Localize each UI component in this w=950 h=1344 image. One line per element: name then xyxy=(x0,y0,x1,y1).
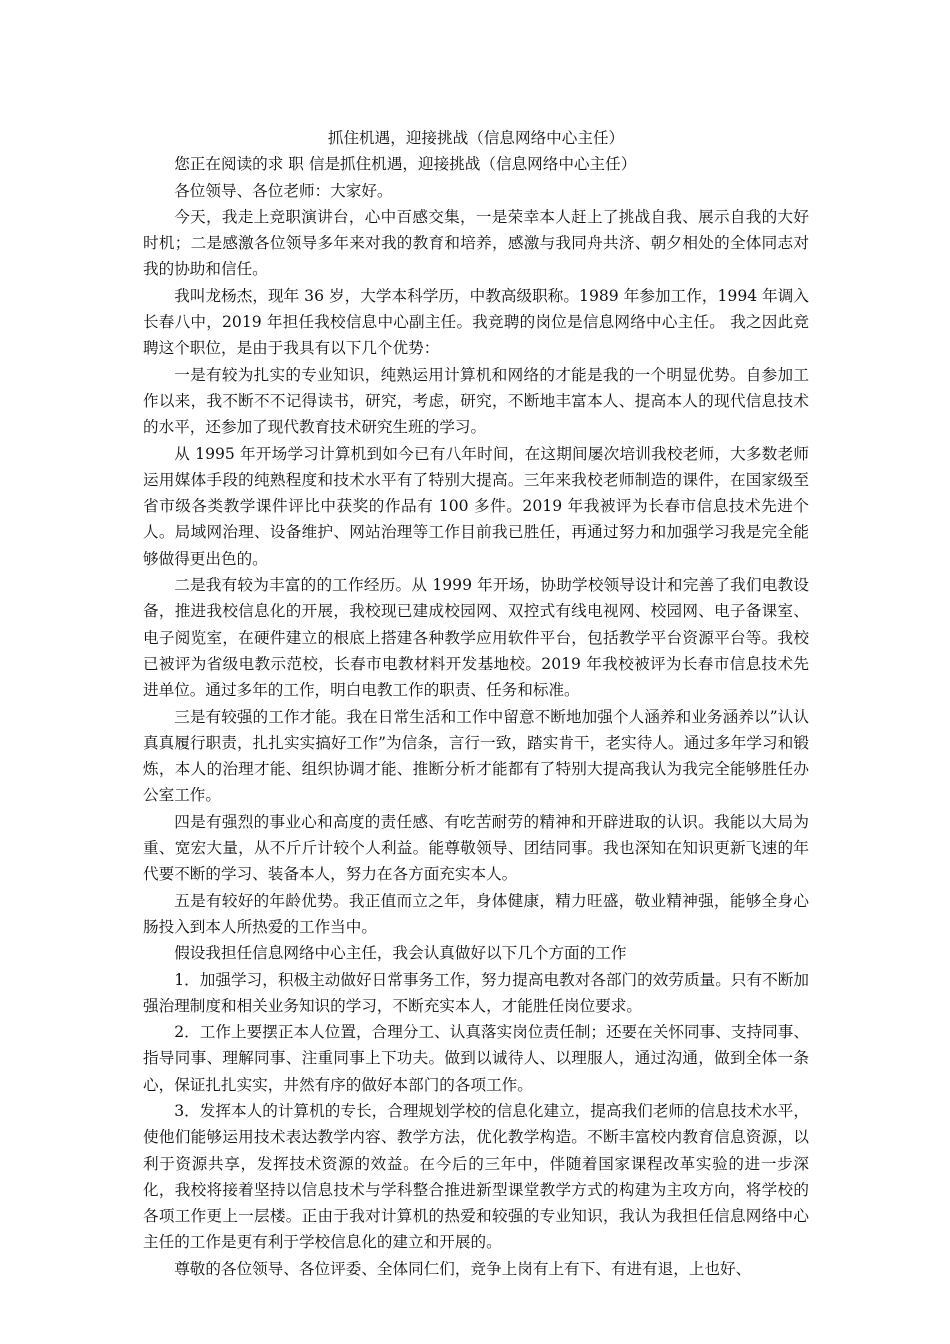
paragraph-opening: 今天，我走上竞职演讲台，心中百感交集，一是荣幸本人赶上了挑战自我、展示自我的大好时机；二是感激各位领导多年来对我的教育和培养，感激与我同舟共济、朝夕相处的全体同志对我的协助和信任。 xyxy=(143,207,809,279)
paragraph-advantage-two: 二是我有较为丰富的的工作经历。从 1999 年开场，协助学校领导设计和完善了我们电教设备，推进我校信息化的开展，我校现已建成校园网、双控式有线电视网、校园网、电子备课室、电子阅览室，在硬件建立的根底上搭建各种教学应用软件平台，包括教学平台资源平台等。我校已被评为省级电教示范校，长春市电教材料开发基地校。2019 年我校被评为长春市信息技术先进单位。通过多年的工作，明白电教工作的职责、任务和标准。 xyxy=(143,576,809,700)
paragraph-reading-notice: 您正在阅读的求 职 信是抓住机遇，迎接挑战（信息网络中心主任） xyxy=(174,155,637,174)
paragraph-advantage-three: 三是有较强的工作才能。我在日常生活和工作中留意不断地加强个人涵养和业务涵养以”认认真真履行职责，扎扎实实搞好工作”为信条，言行一致，踏实肯干，老实待人。通过多年学习和锻炼，本人的治理才能、组织协调才能、推断分析才能都有了特别大提高我认为我完全能够胜任办公室工作。 xyxy=(143,707,809,805)
document-title: 抓住机遇，迎接挑战（信息网络中心主任） xyxy=(327,129,625,147)
paragraph-advantage-one: 一是有较为扎实的专业知识，纯熟运用计算机和网络的才能是我的一个明显优势。自参加工作以来，我不断不不记得读书，研究，考虑，研究，不断地丰富本人、提高本人的现代信息技术的水平，还参加了现代教育技术研究生班的学习。 xyxy=(143,365,809,437)
paragraph-plan-item-2: 2．工作上要摆正本人位置，合理分工、认真落实岗位责任制；还要在关怀同事、支持同事、指导同事、理解同事、注重同事上下功夫。做到以诚待人、以理服人，通过沟通，做到全体一条心，保证扎扎实实，井然有序的做好本部门的各项工作。 xyxy=(143,1023,809,1094)
document-body xyxy=(143,125,809,1282)
paragraph-computer-training: 从 1995 年开场学习计算机到如今已有八年时间，在这期间屡次培训我校老师，大多数老师运用媒体手段的纯熟程度和技术水平有了特别大提高。三年来我校老师制造的课件，在国家级至省市级各类教学课件评比中获奖的作品有 100 多件。2019 年我被评为长春市信息技术先进个人。局域网治理、设备维护、网站治理等工作目前我已胜任，再通过努力和加强学习我是完全能够做得更出色的。 xyxy=(143,444,809,568)
paragraph-greeting: 各位领导、各位老师：大家好。 xyxy=(174,181,393,200)
paragraph-plan-item-3: 3．发挥本人的计算机的专长，合理规划学校的信息化建立，提高我们老师的信息技术水平，使他们能够运用技术表达教学内容、教学方法，优化教学构造。不断丰富校内教育信息资源，以利于资源共享，发挥技术资源的效益。在今后的三年中，伴随着国家课程改革实验的进一步深化，我校将接着坚持以信息技术与学科整合推进新型课堂教学方式的构建为主攻方向，将学校的各项工作更上一层楼。正由于我对计算机的热爱和较强的专业知识，我认为我担任信息网络中心主任的工作是更有利于学校信息化的建立和开展的。 xyxy=(143,1101,809,1252)
paragraph-plan-intro: 假设我担任信息网络中心主任，我会认真做好以下几个方面的工作 xyxy=(174,944,627,963)
paragraph-plan-item-1: 1．加强学习，积极主动做好日常事务工作，努力提高电教对各部门的效劳质量。只有不断加强治理制度和相关业务知识的学习，不断充实本人，才能胜任岗位要求。 xyxy=(143,970,809,1015)
paragraph-self-introduction: 我叫龙杨杰，现年 36 岁，大学本科学历，中教高级职称。1989 年参加工作，1994 年调入长春八中，2019 年担任我校信息中心副主任。我竞聘的岗位是信息网络中心主任。 我之因此竞聘这个职位，是由于我具有以下几个优势： xyxy=(143,286,809,358)
paragraph-advantage-five: 五是有较好的年龄优势。我正值而立之年，身体健康，精力旺盛，敬业精神强，能够全身心肠投入到本人所热爱的工作当中。 xyxy=(143,891,809,936)
paragraph-closing: 尊敬的各位领导、各位评委、全体同仁们，竞争上岗有上有下、有进有退，上也好、 xyxy=(174,1259,752,1278)
paragraph-advantage-four: 四是有强烈的事业心和高度的责任感、有吃苦耐劳的精神和开辟进取的认识。我能以大局为重、宽宏大量，从不斤斤计较个人利益。能尊敬领导、团结同事。我也深知在知识更新飞速的年代要不断的学习、装备本人，努力在各方面充实本人。 xyxy=(143,812,809,884)
